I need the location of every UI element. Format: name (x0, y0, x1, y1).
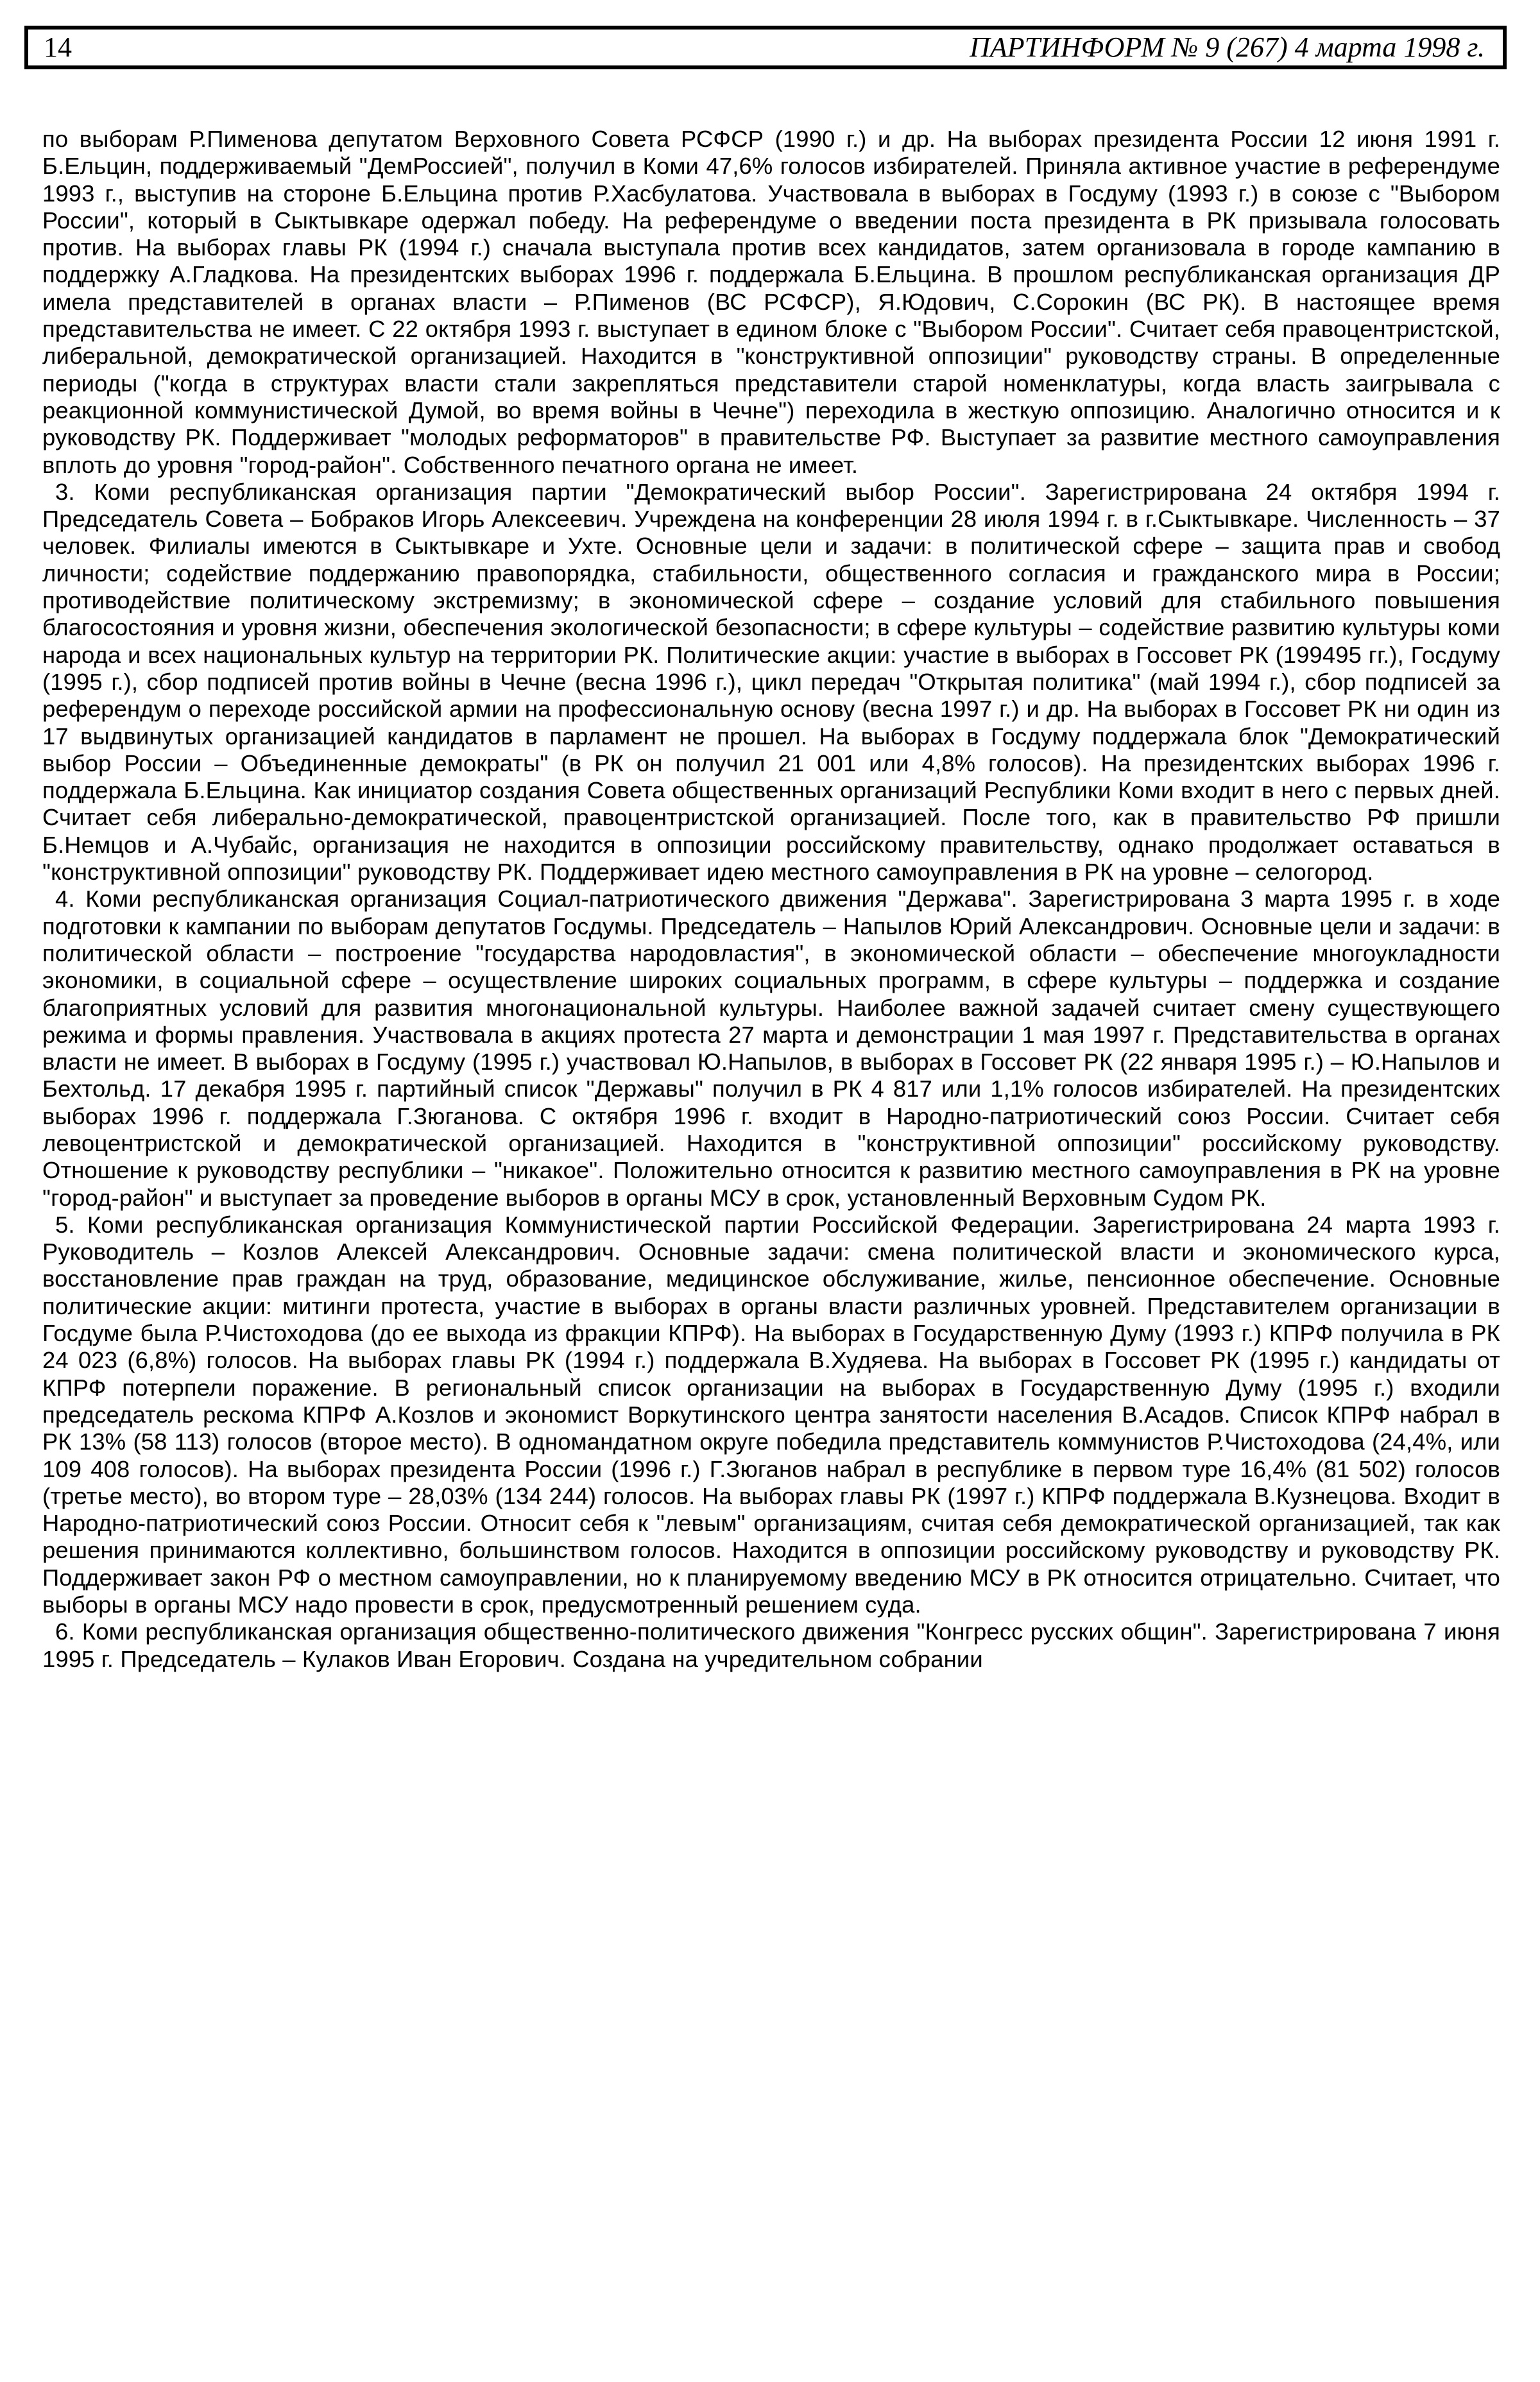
page-header (24, 26, 1507, 69)
paragraph-item-5: 5. Коми республиканская организация Коммунистической партии Российской Федерации. Зарегистрирована 24 марта 1993 г. Руководитель – Козлов Алексей Александрович. Основные задачи: смена политической власти и экономического курса, восстановление прав граждан на труд, образование, медицинское обслуживание, жилье, пенсионное обеспечение. Основные политические акции: митинги протеста, участие в выборах в органы власти различных уровней. Представителем организации в Госдуме была Р.Чистоходова (до ее выхода из фракции КПРФ). На выборах в Государственную Думу (1993 г.) КПРФ получила в РК 24 023 (6,8%) голосов. На выборах главы РК (1994 г.) поддержала В.Худяева. На выборах в Госсовет РК (1995 г.) кандидаты от КПРФ потерпели поражение. В региональный список организации на выборах в Государственную Думу (1995 г.) входили председатель рескома КПРФ А.Козлов и экономист Воркутинского центра занятости населения В.Асадов. Список КПРФ набрал в РК 13% (58 113) голосов (второе место). В одномандатном округе победила представитель коммунистов Р.Чистоходова (24,4%, или 109 408 голосов). На выборах президента России (1996 г.) Г.Зюганов набрал в республике в первом туре 16,4% (81 502) голосов (третье место), во втором туре – 28,03% (134 244) голосов. На выборах главы РК (1997 г.) КПРФ поддержала В.Кузнецова. Входит в Народно-патриотический союз России. Относит себя к "левым" организациям, считая себя демократической организацией, так как решения принимаются коллективно, большинством голосов. Находится в оппозиции российскому руководству и руководству РК. Поддерживает закон РФ о местном самоуправлении, но к планируемому введению МСУ в РК относится отрицательно. Считает, что выборы в органы МСУ надо провести в срок, предусмотренный решением суда. (42, 1211, 1500, 1618)
article-body (42, 126, 1500, 1673)
paragraph-item-6: 6. Коми республиканская организация общественно-политического движения "Конгресс русских общин". Зарегистрирована 7 июня 1995 г. Председатель – Кулаков Иван Егорович. Создана на учредительном собрании (42, 1618, 1500, 1672)
running-head: ПАРТИНФОРМ № 9 (267) 4 марта 1998 г. (970, 31, 1485, 63)
paragraph-continuation: по выборам Р.Пименова депутатом Верховного Совета РСФСР (1990 г.) и др. На выборах президента России 12 июня 1991 г. Б.Ельцин, поддерживаемый "ДемРоссией", получил в Коми 47,6% голосов избирателей. Приняла активное участие в референдуме 1993 г., выступив на стороне Б.Ельцина против Р.Хасбулатова. Участвовала в выборах в Госдуму (1993 г.) в союзе с "Выбором России", который в Сыктывкаре одержал победу. На референдуме о введении поста президента в РК призывала голосовать против. На выборах главы РК (1994 г.) сначала выступала против всех кандидатов, затем организовала в городе кампанию в поддержку А.Гладкова. На президентских выборах 1996 г. поддержала Б.Ельцина. В прошлом республиканская организация ДР имела представителей в органах власти – Р.Пименов (ВС РСФСР), Я.Юдович, С.Сорокин (ВС РК). В настоящее время представительства не имеет. С 22 октября 1993 г. выступает в едином блоке с "Выбором России". Считает себя правоцентристской, либеральной, демократической организацией. Находится в "конструктивной оппозиции" руководству страны. В определенные периоды ("когда в структурах власти стали закрепляться представители старой номенклатуры, когда власть заигрывала с реакционной коммунистической Думой, во время войны в Чечне") переходила в жесткую оппозицию. Аналогично относится и к руководству РК. Поддерживает "молодых реформаторов" в правительстве РФ. Выступает за развитие местного самоуправления вплоть до уровня "город-район". Собственного печатного органа не имеет. (42, 126, 1500, 478)
paragraph-item-3: 3. Коми республиканская организация партии "Демократический выбор России". Зарегистрирована 24 октября 1994 г. Председатель Совета – Бобраков Игорь Алексеевич. Учреждена на конференции 28 июля 1994 г. в г.Сыктывкаре. Численность – 37 человек. Филиалы имеются в Сыктывкаре и Ухте. Основные цели и задачи: в политической сфере – защита прав и свобод личности; содействие поддержанию правопорядка, стабильности, общественного согласия и гражданского мира в России; противодействие политическому экстремизму; в экономической сфере – создание условий для стабильного повышения благосостояния и уровня жизни, обеспечения экологической безопасности; в сфере культуры – содействие развитию культуры коми народа и всех национальных культур на территории РК. Политические акции: участие в выборах в Госсовет РК (199495 гг.), Госдуму (1995 г.), сбор подписей против войны в Чечне (весна 1996 г.), цикл передач "Открытая политика" (май 1994 г.), сбор подписей за референдум о переходе российской армии на профессиональную основу (весна 1997 г.) и др. На выборах в Госсовет РК ни один из 17 выдвинутых организацией кандидатов в парламент не прошел. На выборах в Госдуму поддержала блок "Демократический выбор России – Объединенные демократы" (в РК он получил 21 001 или 4,8% голосов). На президентских выборах 1996 г. поддержала Б.Ельцина. Как инициатор создания Совета общественных организаций Республики Коми входит в него с первых дней. Считает себя либерально-демократической, правоцентристской организацией. После того, как в правительство РФ пришли Б.Немцов и А.Чубайс, организация не находится в оппозиции российскому правительству, однако продолжает оставаться в "конструктивной оппозиции" руководству РК. Поддерживает идею местного самоуправления в РК на уровне – селогород. (42, 478, 1500, 886)
paragraph-item-4: 4. Коми республиканская организация Социал-патриотического движения "Держава". Зарегистрирована 3 марта 1995 г. в ходе подготовки к кампании по выборам депутатов Госдумы. Председатель – Напылов Юрий Александрович. Основные цели и задачи: в политической области – построение "государства народовластия", в экономической области – обеспечение многоукладности экономики, в социальной сфере – осуществление широких социальных программ, в сфере культуры – поддержка и создание благоприятных условий для развития многонациональной культуры. Наиболее важной задачей считает смену существующего режима и формы правления. Участвовала в акциях протеста 27 марта и демонстрации 1 мая 1997 г. Представительства в органах власти не имеет. В выборах в Госдуму (1995 г.) участвовал Ю.Напылов, в выборах в Госсовет РК (22 января 1995 г.) – Ю.Напылов и Бехтольд. 17 декабря 1995 г. партийный список "Державы" получил в РК 4 817 или 1,1% голосов избирателей. На президентских выборах 1996 г. поддержала Г.Зюганова. С октября 1996 г. входит в Народно-патриотический союз России. Считает себя левоцентристской и демократической организацией. Находится в "конструктивной оппозиции" российскому руководству. Отношение к руководству республики – "никакое". Положительно относится к развитию местного самоуправления в РК на уровне "город-район" и выступает за проведение выборов в органы МСУ в срок, установленный Верховным Судом РК. (42, 886, 1500, 1211)
page-number: 14 (44, 31, 72, 63)
